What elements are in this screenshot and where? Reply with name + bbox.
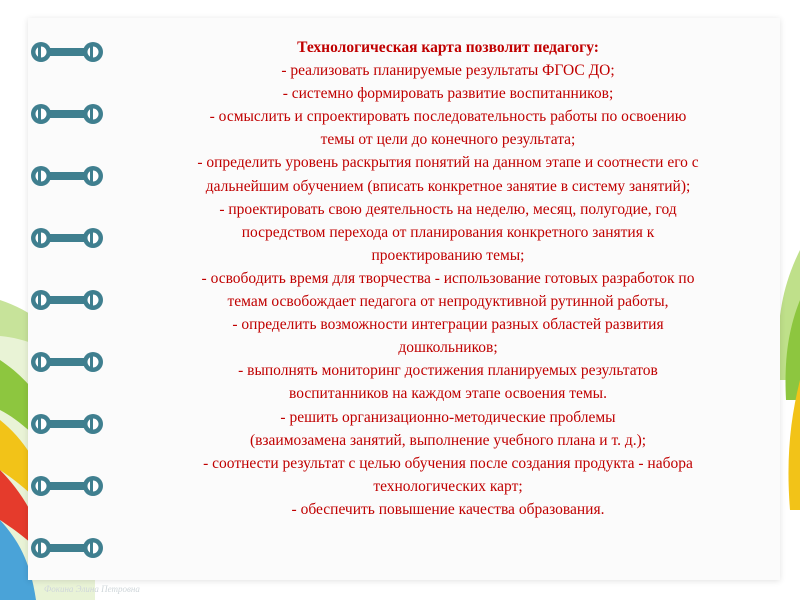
binder-ring-icon xyxy=(30,165,104,187)
text-line: темам освобождает педагога от непродуктивной рутинной работы, xyxy=(227,293,669,311)
text-line: - решить организационно-методические проблемы xyxy=(280,408,616,426)
text-line: - обеспечить повышение качества образования. xyxy=(291,500,605,518)
binder-ring-icon xyxy=(30,413,104,435)
text-line: - реализовать планируемые результаты ФГОС ДО; xyxy=(281,62,615,80)
text-line: темы от цели до конечного результата; xyxy=(320,131,576,149)
binder-ring-icon xyxy=(30,475,104,497)
text-line: проектированию темы; xyxy=(371,246,525,264)
text-line: - проектировать свою деятельность на неделю, месяц, полугодие, год xyxy=(219,200,677,218)
text-line: посредством перехода от планирования конкретного занятия к xyxy=(241,223,655,241)
text-line: - осмыслить и спроектировать последовательность работы по освоению xyxy=(209,108,687,126)
binder-rings xyxy=(0,0,120,600)
text-line: воспитанников на каждом этапе освоения темы. xyxy=(289,385,607,403)
slide-content xyxy=(128,36,768,521)
author-watermark: Фокина Элина Петровна xyxy=(44,584,140,594)
binder-ring-icon xyxy=(30,289,104,311)
binder-ring-icon xyxy=(30,537,104,559)
text-line: - освободить время для творчества - использование готовых разработок по xyxy=(201,269,695,287)
text-line: - соотнести результат с целью обучения после создания продукта - набора xyxy=(203,454,693,472)
text-line: - системно формировать развитие воспитанников; xyxy=(282,85,614,103)
binder-ring-icon xyxy=(30,351,104,373)
binder-ring-icon xyxy=(30,41,104,63)
text-line: - выполнять мониторинг достижения планируемых результатов xyxy=(238,362,658,380)
text-line: - определить уровень раскрытия понятий на данном этапе и соотнести его с xyxy=(197,154,699,172)
text-line: - определить возможности интеграции разных областей развития xyxy=(232,316,664,334)
slide-title: Технологическая карта позволит педагогу: xyxy=(297,39,599,56)
text-line: дошкольников; xyxy=(398,339,498,357)
binder-ring-icon xyxy=(30,227,104,249)
text-line: дальнейшим обучением (вписать конкретное занятие в систему занятий); xyxy=(205,177,691,195)
text-line: (взаимозамена занятий, выполнение учебного плана и т. д.); xyxy=(249,431,647,449)
binder-ring-icon xyxy=(30,103,104,125)
text-line: технологических карт; xyxy=(373,477,523,495)
